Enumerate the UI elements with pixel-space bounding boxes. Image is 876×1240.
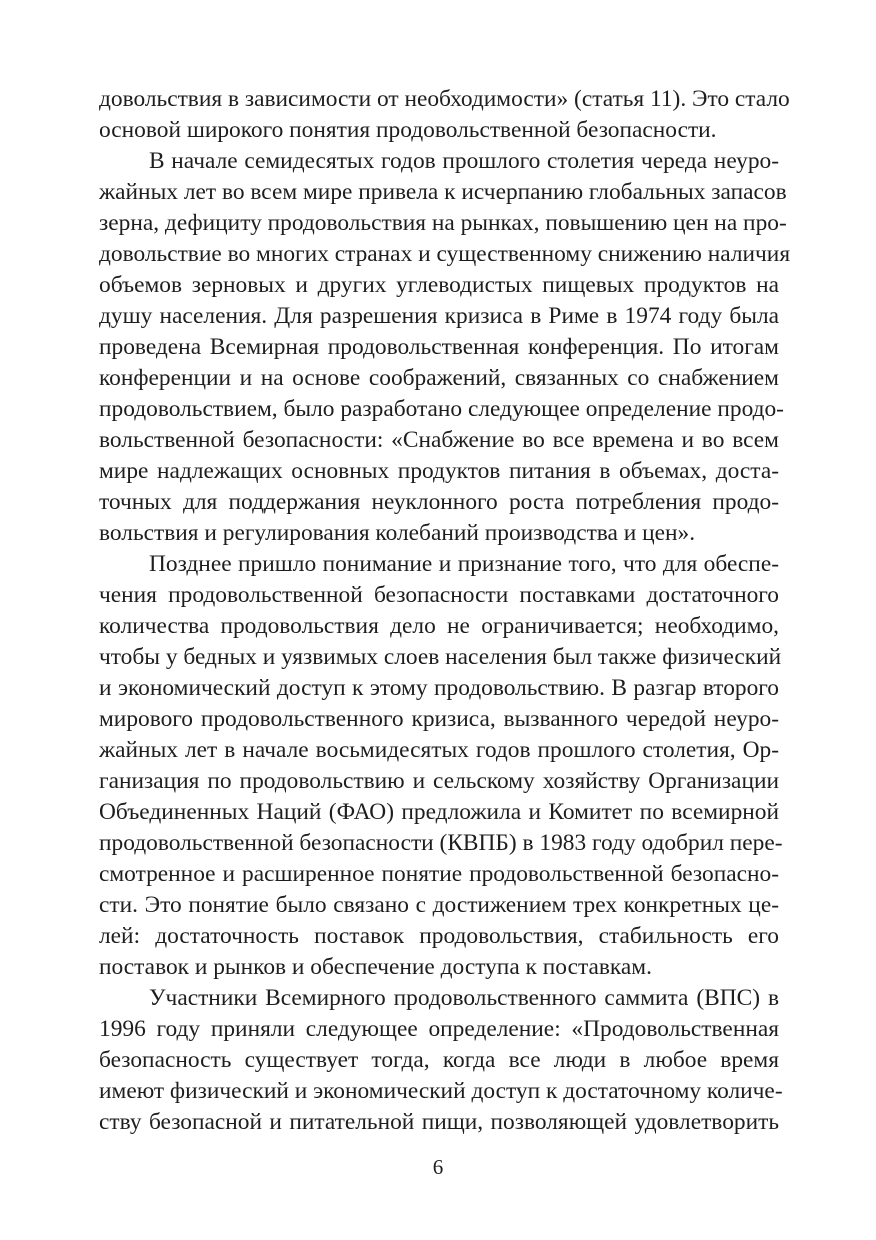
text-line: сти. Это понятие было связано с достижением трех конкретных це- — [99, 892, 779, 918]
text-line: вольственной безопасности: «Снабжение во все времена и во всем — [99, 427, 779, 453]
text-line: зерна, дефициту продовольствия на рынках, повышению цен на про- — [99, 210, 787, 236]
text-line: Позднее пришло понимание и признание того, что для обеспе- — [149, 551, 779, 577]
text-line: объемов зерновых и других углеводистых пищевых продуктов на — [99, 272, 779, 298]
text-line: мирового продовольственного кризиса, вызванного чередой неуро- — [99, 706, 779, 732]
text-line: проведена Всемирная продовольственная конференция. По итогам — [99, 334, 779, 360]
text-line: чения продовольственной безопасности поставками достаточного — [99, 582, 779, 608]
text-line: лей: достаточность поставок продовольствия, стабильность его — [99, 923, 779, 949]
text-line: чтобы у бедных и уязвимых слоев населения был также физический — [99, 644, 782, 670]
text-line: точных для поддержания неуклонного роста потребления продо- — [99, 489, 779, 515]
text-line: количества продовольствия дело не ограничивается; необходимо, — [99, 613, 779, 639]
text-line: В начале семидесятых годов прошлого столетия череда неуро- — [149, 148, 779, 174]
text-line: Объединенных Наций (ФАО) предложила и Комитет по всемирной — [99, 799, 779, 825]
text-line: довольствие во многих странах и существенному снижению наличия — [99, 241, 791, 267]
text-line: мире надлежащих основных продуктов питания в объемах, доста- — [99, 458, 779, 484]
text-line: продовольствием, было разработано следующее определение продо- — [99, 396, 784, 422]
text-line: 1996 году приняли следующее определение: «Продовольственная — [99, 1016, 779, 1042]
text-line: жайных лет в начале восьмидесятых годов прошлого столетия, Ор- — [99, 737, 779, 763]
text-line: основой широкого понятия продовольственной безопасности. — [99, 117, 717, 143]
text-line: имеют физический и экономический доступ к достаточному количе- — [99, 1078, 783, 1104]
text-line: душу населения. Для разрешения кризиса в Риме в 1974 году была — [99, 303, 779, 329]
page-number: 6 — [432, 1155, 444, 1179]
text-line: ству безопасной и питательной пищи, позволяющей удовлетворить — [99, 1109, 779, 1135]
text-line: Участники Всемирного продовольственного саммита (ВПС) в — [149, 985, 779, 1011]
text-line: довольствия в зависимости от необходимости» (статья 11). Это стало — [99, 86, 790, 112]
text-line: продовольственной безопасности (КВПБ) в 1983 году одобрил пере- — [99, 830, 783, 856]
text-line: ганизация по продовольствию и сельскому хозяйству Организации — [99, 768, 779, 794]
text-line: жайных лет во всем мире привела к исчерпанию глобальных запасов — [99, 179, 787, 205]
text-line: поставок и рынков и обеспечение доступа к поставкам. — [99, 954, 652, 980]
text-line: конференции и на основе соображений, связанных со снабжением — [99, 365, 779, 391]
text-line: смотренное и расширенное понятие продовольственной безопасно- — [99, 861, 779, 887]
text-line: безопасность существует тогда, когда все люди в любое время — [99, 1047, 779, 1073]
text-line: и экономический доступ к этому продовольствию. В разгар второго — [99, 675, 779, 701]
text-line: вольствия и регулирования колебаний производства и цен». — [99, 520, 696, 546]
